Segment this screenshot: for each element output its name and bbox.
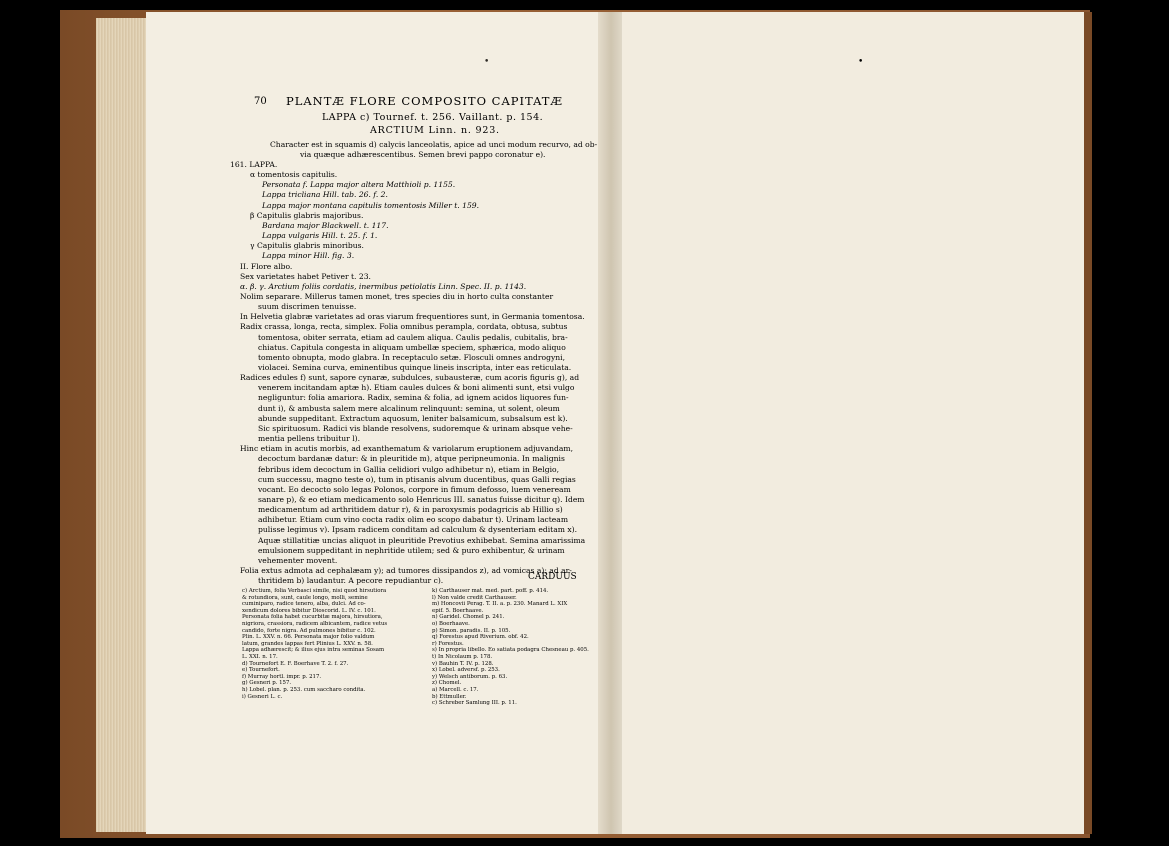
footnote-line: n) Garidel. Chomel p. 241.	[432, 614, 505, 621]
body-line: Lappa minor Hill. fig. 3.	[262, 251, 355, 261]
body-line: negliguntur: folia amariora. Radix, semina & folia, ad ignem acidos liquores fun-	[258, 393, 569, 403]
footnote-line: e) Tournefort.	[242, 667, 280, 674]
linnaean-title: ARCTIUM Linn. n. 923.	[370, 125, 500, 136]
body-line: Lappa vulgaris Hill. t. 25. f. 1.	[262, 231, 378, 241]
body-line: Hinc etiam in acutis morbis, ad exanthematum & variolarum eruptionem adjuvandam,	[240, 444, 574, 454]
body-line: tomentosa, obiter serrata, etiam ad caulem aliqua. Caulis pedalis, cubitalis, bra-	[258, 332, 568, 342]
body-line: Sex varietates habet Petiver t. 23.	[240, 271, 371, 281]
body-line: abunde suppeditant. Extractum aquosum, leniter balsamicum, subsalsum est k).	[258, 413, 568, 423]
body-line: Bardana major Blackwell. t. 117.	[262, 220, 389, 230]
body-line: γ Capitulis glabris minoribus.	[250, 241, 364, 251]
footnote-line: candido, forte nigra. Ad pulmones bibitur c. 102.	[242, 627, 376, 634]
footnote-line: q) Forestus apud Riverium. obf. 42.	[432, 634, 529, 641]
body-line: chiatus. Capitula congesta in aliquam umbellæ speciem, sphærica, modo aliquo	[258, 342, 566, 352]
footnote-line: cuminiparo, radice tenero, alba, dulci. Ad co-	[242, 601, 366, 608]
body-line: α. β. γ. Arctium foliis cordatis, inermibus petiolatis Linn. Spec. II. p. 1143.	[240, 281, 527, 291]
body-line: cum successu, magno teste o), tum in ptisanis alvum ducentibus, quas Galli regias	[258, 474, 576, 484]
footnote-line: f) Murray hortl. impr. p. 217.	[242, 673, 322, 680]
body-line: febribus idem decoctum in Gallia celidiori vulgo adhibetur n), etiam in Belgio,	[258, 464, 559, 474]
body-line: Radix crassa, longa, recta, simplex. Folia omnibus perampla, cordata, obtusa, subtus	[240, 322, 568, 332]
genus-title: LAPPA c) Tournef. t. 256. Vaillant. p. 154.	[322, 112, 544, 123]
footnote-line: o) Boerhaave.	[432, 621, 470, 627]
body-line: tomento obnupta, modo glabra. In receptaculo setæ. Flosculi omnes androgyni,	[258, 352, 566, 362]
footnote-line: latum, grandes lappas fert Plinius L. XXV. n. 58.	[242, 640, 373, 647]
body-line: Lappa tricliana Hill. tab. 26. f. 2.	[262, 190, 388, 200]
page-edges	[96, 18, 146, 832]
body-line: adhibetur. Etiam cum vino cocta radix olim eo scopo dabatur t). Urinam lacteam	[258, 515, 569, 525]
footnote-line: a) Marcell. c. 17.	[432, 687, 479, 693]
footnote-line: l) Non valde credit Carthauser.	[432, 594, 517, 601]
body-line: thritidem b) laudantur. A pecore repudiantur c).	[258, 576, 444, 586]
body-line: vocant. Eo decocto solo legas Polonos, corpore in fimum defosso, luem veneream	[258, 484, 571, 494]
footnote-line: p) Simon. paradis. II. p. 105.	[432, 627, 511, 634]
body-line: decoctum bardanæ datur: & in pleuritide m), atque peripneumonia. In malignis	[258, 454, 565, 464]
right-cover-edge	[1084, 12, 1092, 834]
footnote-line: epif. 5. Boerhaave.	[432, 607, 484, 614]
body-line: venerem incitandam aptæ h). Etiam caules dulces & boni alimenti sunt, etsi vulgo	[258, 383, 575, 393]
footnote-line: m) Honcovii Perag. T. II. a. p. 230. Manard L. XIX	[432, 601, 568, 608]
footnote-line: L. XXI. n. 17.	[242, 654, 278, 660]
body-line: Radices edules f) sunt, sapore cynaræ, subdulces, subausteræ, cum acoris figuris g), ad	[240, 373, 580, 383]
footnote-line: x) Lobel. adversf. p. 253.	[432, 667, 500, 674]
body-line: II. Flore albo.	[240, 261, 293, 271]
body-line: 161. LAPPA.	[230, 160, 278, 169]
body-line: Aquæ stillatitiæ uncias aliquot in pleuritide Prevotius exhibebat. Semina amarissima	[258, 535, 586, 545]
footnote-line: d) Tournefort E. F. Boerhave T. 2. f. 27.	[242, 660, 349, 667]
footnote-line: xendicum dolores bibitur Dioscorid. L. IV. c. 101.	[242, 607, 376, 614]
footnote-line: v) Bauhin T. IV. p. 128.	[432, 660, 494, 667]
footnote-line: s) In propria libello. Eo satiata podagra Chesneau p. 405.	[432, 647, 589, 654]
footnote-line: t) In Nicolaum p. 178.	[432, 654, 493, 660]
body-line: Sic spirituosum. Radici vis blande resolvens, sudoremque & urinam absque vehe-	[258, 423, 573, 433]
page-number: 70	[254, 96, 267, 107]
body-line: suum discrimen tenuisse.	[258, 302, 357, 312]
footnote-line: y) Welsch antiborum. p. 63.	[432, 673, 508, 680]
catchword: CARDUUS	[528, 572, 577, 582]
body-line: violacei. Semina curva, eminentibus quinque lineis inscripta, inter eas reticulata.	[258, 363, 572, 372]
footnote-line: i) Gesneri L. c.	[242, 693, 283, 700]
footnote-line: c) Arctium, folia Verbasci simile, nisi quod hirsutiora	[242, 588, 387, 594]
body-line: Folia extus admota ad cephalæam y); ad tumores dissipandos z), ad vomicas a); ad ar-	[240, 566, 572, 575]
body-line: α tomentosis capitulis.	[250, 170, 338, 180]
footnote-line: r) Forestus.	[432, 640, 464, 647]
footnote-line: k) Carthauser mat. med. part. poff. p. 414.	[432, 588, 549, 594]
footnote-line: Lappa adhærescit; & ilius ejus intra seminas Sosam	[242, 647, 385, 654]
body-line: Character est in squamis d) calycis lanceolatis, apice ad unci modum recurvo, ad ob-	[270, 140, 598, 149]
footnote-line: Personata folia habet cucurbitæ majora, hirsutiora,	[242, 614, 383, 621]
body-line: emulsionem suppeditant in nephritide utilem; sed & puro exhibentur, & urinam	[258, 545, 565, 555]
body-line: Personata f. Lappa major altera Matthioli p. 1155.	[262, 180, 456, 190]
body-line: vehementer movent.	[258, 555, 338, 565]
body-line: β Capitulis glabris majoribus.	[250, 210, 364, 220]
ink-dot: •	[858, 57, 864, 67]
footnote-line: Plin. L. XXV. n. 66. Personata major folio valdum	[242, 634, 375, 641]
footnote-line: c) Schreber Samlung III. p. 11.	[432, 700, 517, 707]
body-line: sanare p), & eo etiam medicamento solo Henricus III. sanatus fuisse dicitur q). Idem	[258, 494, 585, 504]
running-head: PLANTÆ FLORE COMPOSITO CAPITATÆ	[286, 94, 563, 108]
footnote-line: b) Ettmuller.	[432, 693, 467, 700]
body-line: via quæque adhærescentibus. Semen brevi pappo coronatur e).	[300, 150, 546, 159]
footnote-line: g) Gesneri p. 157.	[242, 680, 292, 687]
footnote-line: h) Lobel. plan. p. 253. cum saccharo condita.	[242, 687, 366, 693]
body-line: dunt i), & ambusta salem mere alcalinum relinquunt: semina, ut solent, oleum	[258, 403, 560, 413]
body-line: mentia pellens tribuitur l).	[258, 434, 360, 444]
body-line: In Helvetia glabræ varietates ad oras viarum frequentiores sunt, in Germania tomentosa.	[240, 312, 585, 322]
body-line: Lappa major montana capitulis tomentosis Miller t. 159.	[262, 200, 480, 210]
body-line: medicamentum ad arthritidem datur r), & in paroxysmis podagricis ab Hillio s)	[258, 505, 563, 515]
footnote-line: & rotundiora, sunt, caule longo, molli, semine	[242, 594, 368, 601]
body-line: Nolim separare. Millerus tamen monet, tres species diu in horto culta constanter	[240, 291, 554, 301]
ink-dot: •	[484, 57, 490, 67]
footnote-line: nigriora, crassiora, radicem albicantem, radice vetus	[242, 621, 388, 627]
body-line: pulisse legimus v). Ipsam radicem conditam ad calculum & dysenteriam editam x).	[258, 525, 577, 535]
footnote-line: z) Chomel.	[432, 680, 462, 687]
